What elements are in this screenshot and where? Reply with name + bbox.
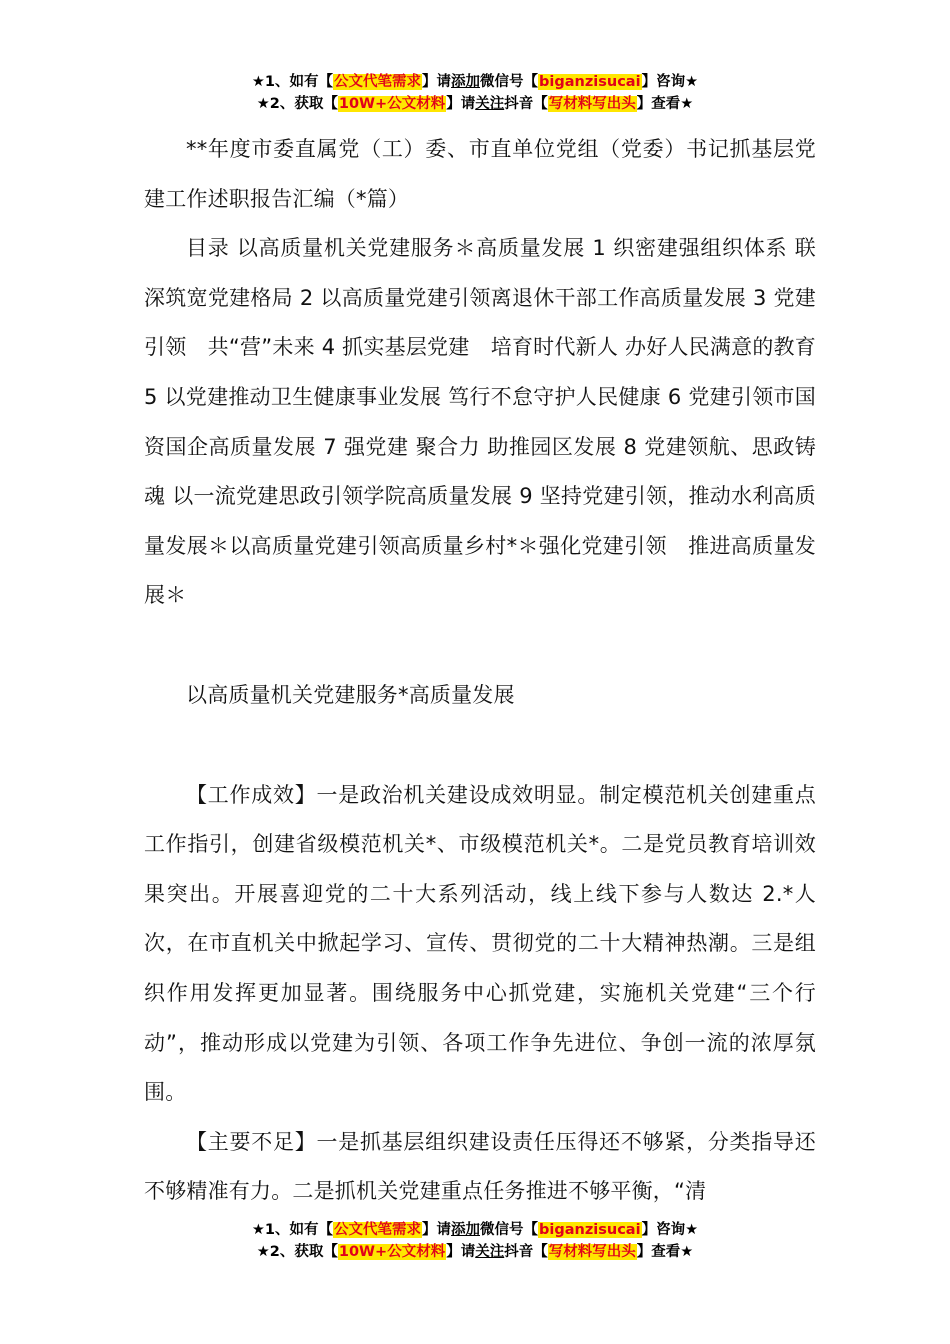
highlight-wechat-id: biganzisucai [539,74,641,90]
star-icon: ★ [251,1222,265,1238]
banner-line-2: ★2、获取【10W+公文材料】请关注抖音【写材料写出头】查看★ [256,1244,694,1260]
footer-banner [0,1219,950,1263]
star-icon: ★ [256,1244,270,1260]
highlight-service: 公文代笔需求 [334,1222,422,1238]
header-banner [0,71,950,115]
banner-line-2: ★2、获取【10W+公文材料】请关注抖音【写材料写出头】查看★ [256,96,694,112]
spacer [144,621,816,671]
document-title: **年度市委直属党（工）委、市直单位党组（党委）书记抓基层党建工作述职报告汇编（*篇） [144,137,816,211]
highlight-service: 公文代笔需求 [334,74,422,90]
spacer [144,721,816,771]
highlight-materials: 10W+公文材料 [338,96,446,112]
highlight-wechat-id: biganzisucai [539,1222,641,1238]
document-body [144,125,816,1217]
star-icon: ★ [251,74,265,90]
highlight-douyin: 写材料写出头 [548,96,636,112]
table-of-contents: 目录 以高质量机关党建服务＊高质量发展 1 织密建强组织体系 联深筑宽党建格局 2 以高质量党建引领离退休干部工作高质量发展 3 党建引领 共“营”未来 4 抓实基层党建 培育时代新人 办好人民满意的教育 5 以党建推动卫生健康事业发展 笃行不怠守护人民健康 6 党建引领市国资国企高质量发展 7 强党建 聚合力 助推园区发展 8 党建领航、思政铸魂 以一流党建思政引领学院高质量发展 9 坚持党建引领，推动水利高质量发展＊以高质量党建引领高质量乡村*＊强化党建引领 推进高质量发展＊ [144,236,816,608]
banner-line-1: ★1、如有【公文代笔需求】请添加微信号【biganzisucai】咨询★ [251,1222,699,1238]
star-icon: ★ [256,96,270,112]
paragraph-achievements: 【工作成效】一是政治机关建设成效明显。制定模范机关创建重点工作指引，创建省级模范机关*、市级模范机关*。二是党员教育培训效果突出。开展喜迎党的二十大系列活动，线上线下参与人数达 2.*人次，在市直机关中掀起学习、宣传、贯彻党的二十大精神热潮。三是组织作用发挥更加显著。围绕服务中心抓党建，实施机关党建“三个行动”，推动形成以党建为引领、各项工作争先进位、争创一流的浓厚氛围。 [144,782,816,1105]
banner-line-1: ★1、如有【公文代笔需求】请添加微信号【biganzisucai】咨询★ [251,74,699,90]
paragraph-shortcomings: 【主要不足】一是抓基层组织建设责任压得还不够紧，分类指导还不够精准有力。二是抓机关党建重点任务推进不够平衡，“清 [144,1129,816,1204]
section-title: 以高质量机关党建服务*高质量发展 [186,682,515,707]
highlight-materials: 10W+公文材料 [338,1244,446,1260]
highlight-douyin: 写材料写出头 [548,1244,636,1260]
